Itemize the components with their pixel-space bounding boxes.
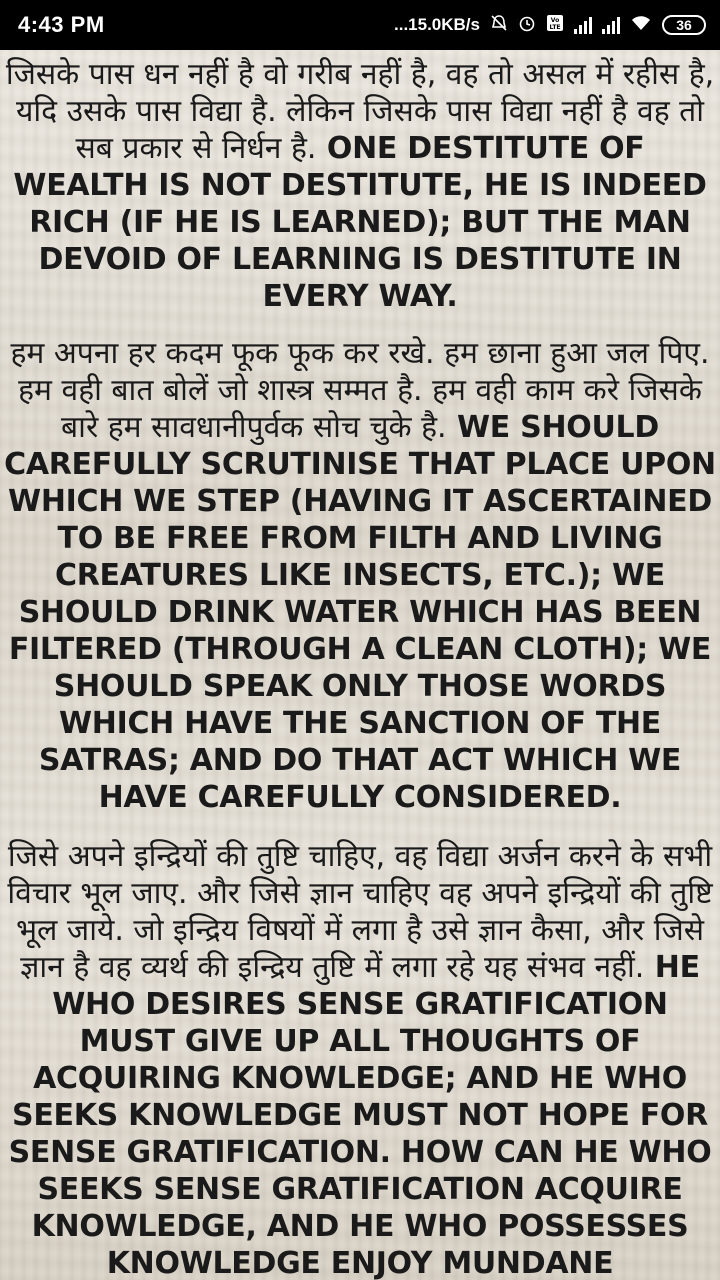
quote-english: WE SHOULD CAREFULLY SCRUTINISE THAT PLACE UPON WHICH WE STEP (HAVING IT ASCERTAINED TO BE FREE FROM FILTH AND LIVING CREATURES LIKE INSECTS, ETC.); WE SHOULD DRINK WATER WHICH HAS BEEN FILTERED (THROUGH A CLEAN CLOTH); WE SHOULD SPEAK ONLY THOSE WORDS WHICH HAVE THE SANCTION OF THE SATRAS; AND DO THAT ACT WHICH WE HAVE CAREFULLY CONSIDERED. [4, 410, 716, 815]
quote-paragraph [0, 56, 720, 315]
quote-hindi: हम अपना हर कदम फूक फूक कर रखे. हम छाना हुआ जल पिए. हम वही बात बोलें जो शास्त्र सम्मत है. हम वही काम करे जिसके बारे हम सावधानीपुर्वक सोच चुके है. [10, 336, 710, 445]
quote-hindi: जिसके पास धन नहीं है वो गरीब नहीं है, वह तो असल में रहीस है, यदि उसके पास विद्या है. लेकिन जिसके पास विद्या नहीं है वह तो सब प्रकार से निर्धन है. [5, 57, 715, 166]
status-time: 4:43 PM [18, 12, 105, 37]
status-bar [0, 0, 720, 50]
svg-text:LTE: LTE [549, 23, 561, 31]
signal-icon-2 [602, 16, 620, 34]
status-icons [394, 14, 706, 37]
quote-paragraph [0, 838, 720, 1280]
mute-icon [490, 14, 508, 37]
battery-icon [662, 15, 706, 35]
battery-level: 36 [676, 17, 692, 33]
wifi-icon [630, 14, 652, 37]
alarm-icon [518, 14, 536, 37]
network-speed: ...15.0KB/s [394, 15, 480, 34]
svg-text:Vo: Vo [550, 16, 560, 24]
quote-english: ONE DESTITUTE OF WEALTH IS NOT DESTITUTE, HE IS INDEED RICH (IF HE IS LEARNED); BUT THE MAN DEVOID OF LEARNING IS DESTITUTE IN EVERY WAY. [13, 131, 707, 314]
signal-icon [574, 16, 592, 34]
volte-icon [546, 14, 564, 37]
quote-paragraph [0, 335, 720, 816]
quotes-content[interactable] [0, 50, 720, 1280]
quote-hindi: जिसे अपने इन्द्रियों की तुष्टि चाहिए, वह विद्या अर्जन करने के सभी विचार भूल जाए. और जिसे ज्ञान चाहिए वह अपने इन्द्रियों की तुष्टि भूल जाये. जो इन्द्रिय विषयों में लगा है उसे ज्ञान कैसा, और जिसे ज्ञान है वह व्यर्थ की इन्द्रिय तुष्टि में लगा रहे यह संभव नहीं. [7, 839, 713, 985]
quote-english: HE WHO DESIRES SENSE GRATIFICATION MUST GIVE UP ALL THOUGHTS OF ACQUIRING KNOWLEDGE; AND HE WHO SEEKS KNOWLEDGE MUST NOT HOPE FOR SENSE GRATIFICATION. HOW CAN HE WHO SEEKS SENSE GRATIFICATION ACQUIRE KNOWLEDGE, AND HE WHO POSSESSES KNOWLEDGE ENJOY MUNDANE [8, 950, 712, 1280]
